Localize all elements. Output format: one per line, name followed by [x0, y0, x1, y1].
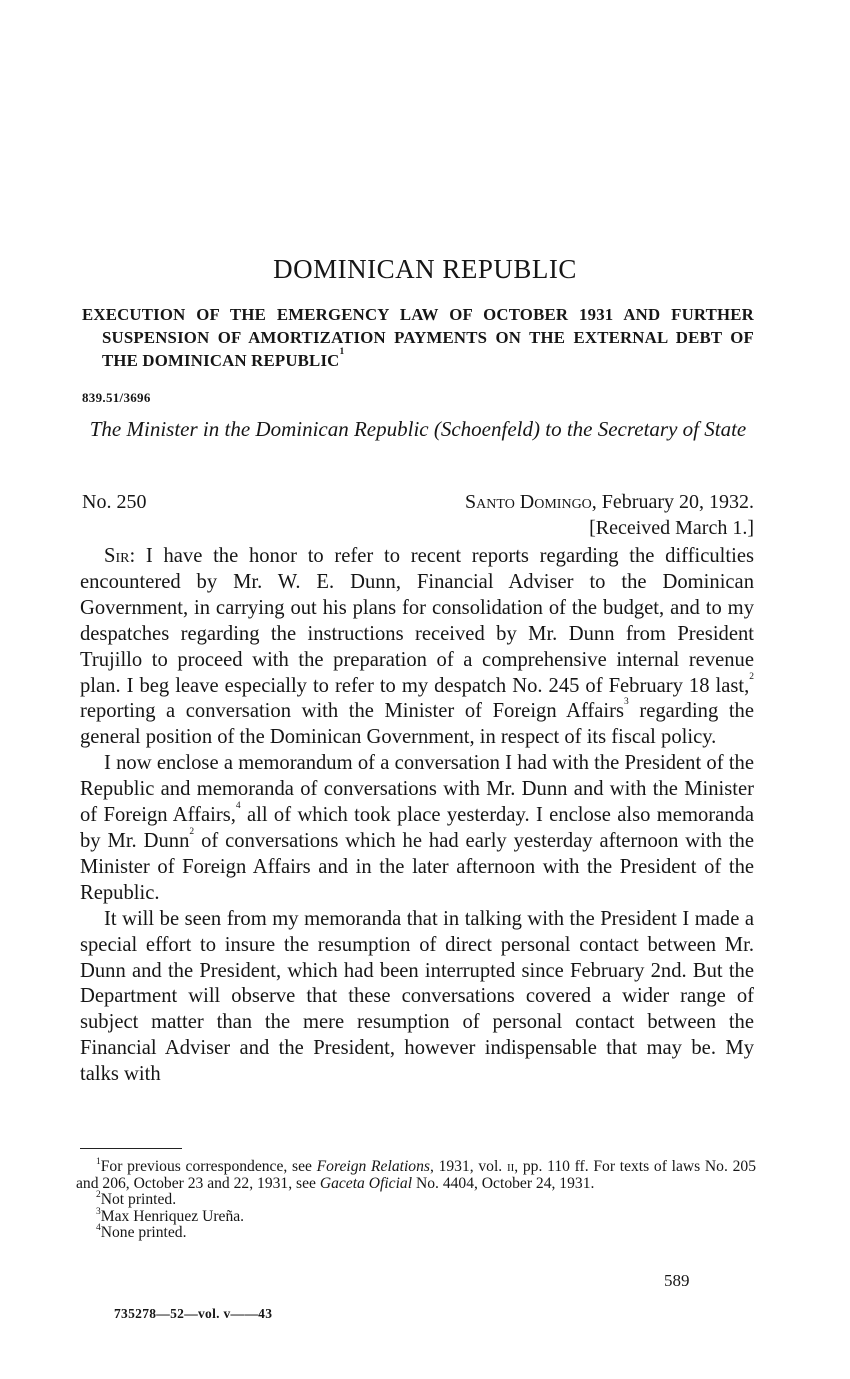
date: , February 20, 1932.	[591, 491, 754, 513]
paragraph-text: : I have the honor to refer to recent reports regarding the difficulties encountered by Mr. W. E. Dunn, Financial Adviser to the Dominican Government, in carrying out his plans for consolidation of the budget, and to my despatches regarding the instructions received by Mr. Dunn from President Trujillo to proceed with the preparation of a comprehensive internal revenue plan. I beg leave especially to refer to my despatch No. 245 of February 18 last,	[80, 545, 754, 697]
paragraph-text: all of which took place yesterday. I enclose also memoranda by Mr. Dunn	[80, 804, 754, 852]
footnote-text: No. 4404, October 24, 1931.	[412, 1174, 595, 1192]
received-date: [Received March 1.]	[589, 517, 754, 539]
footnote-ref: 2	[749, 671, 754, 682]
footnote	[76, 1159, 756, 1192]
paragraph	[80, 907, 754, 1088]
country-title: DOMINICAN REPUBLIC	[273, 254, 577, 284]
footnote-divider	[80, 1148, 182, 1149]
footnote-text: For previous correspondence, see	[100, 1158, 317, 1175]
print-code: 735278—52—vol. v——43	[114, 1306, 273, 1321]
paragraph	[80, 544, 754, 751]
subject-heading	[82, 303, 754, 372]
footnote-ref: 1	[339, 347, 345, 357]
footnote-text: None printed.	[100, 1224, 187, 1241]
subject-heading-text: EXECUTION OF THE EMERGENCY LAW OF OCTOBER 1931 AND FURTHER SUSPENSION OF AMORTIZATION PAYMENTS ON THE EXTERNAL DEBT OF THE DOMINICAN REPUBLIC	[82, 305, 754, 370]
footnotes	[76, 1159, 756, 1242]
document-heading: The Minister in the Dominican Republic (Schoenfeld) to the Secretary of State	[89, 417, 747, 441]
footnote-ref: 3	[624, 697, 629, 708]
footnote	[76, 1206, 756, 1226]
salutation: Sir	[104, 545, 130, 567]
paragraph-text: I now enclose a memorandum of a conversation I had with the President of the Republic and memoranda of conversations with Mr. Dunn and with the Minister of Foreign Affairs,	[80, 752, 754, 827]
footnote	[76, 1225, 756, 1242]
footnote	[76, 1192, 756, 1209]
footnote-mark: 4	[96, 1223, 101, 1233]
volume-numeral: ii	[506, 1158, 515, 1175]
paragraph-text: regarding the general position of the Dominican Government, in respect of its fiscal policy.	[80, 700, 754, 749]
footnote-text: , pp. 110 ff. For texts of laws No. 205 and 206, October 23 and 22, 1931, see	[76, 1158, 756, 1192]
footnote-text: , 1931, vol.	[429, 1158, 507, 1175]
letter-body	[80, 544, 754, 1088]
footnote-title: Gaceta Oficial	[319, 1174, 413, 1192]
file-number: 839.51/3696	[82, 390, 151, 405]
footnote-title: Foreign Relations	[316, 1158, 430, 1175]
footnote-mark: 3	[96, 1206, 101, 1217]
paragraph-text: of conversations which he had early yesterday afternoon with the Minister of Foreign Affairs and in the later afternoon with the President of the Republic.	[80, 829, 754, 904]
footnote-ref: 4	[235, 801, 241, 812]
page-number: 589	[664, 1271, 690, 1290]
footnote-mark: 1	[96, 1157, 101, 1167]
footnote-ref: 2	[189, 826, 195, 837]
paragraph-text: It will be seen from my memoranda that in talking with the President I made a special effort to insure the resumption of direct personal contact between Mr. Dunn and the President, which had been interrupted since February 2nd. But the Department will observe that these conversations covered a wider range of subject matter than the mere resumption of personal contact between the Financial Adviser and the President, however indispensable that may be. My talks with	[80, 907, 754, 1086]
paragraph	[80, 751, 754, 906]
footnote-mark: 2	[96, 1190, 101, 1200]
place: Santo Domingo	[465, 491, 592, 513]
footnote-text: Max Henriquez Ureña.	[100, 1207, 245, 1225]
footnote-text: Not printed.	[100, 1191, 177, 1208]
paragraph-text: reporting a conversation with the Minister of Foreign Affairs	[80, 700, 625, 723]
document-number: No. 250	[82, 491, 147, 513]
place-date	[465, 491, 754, 514]
